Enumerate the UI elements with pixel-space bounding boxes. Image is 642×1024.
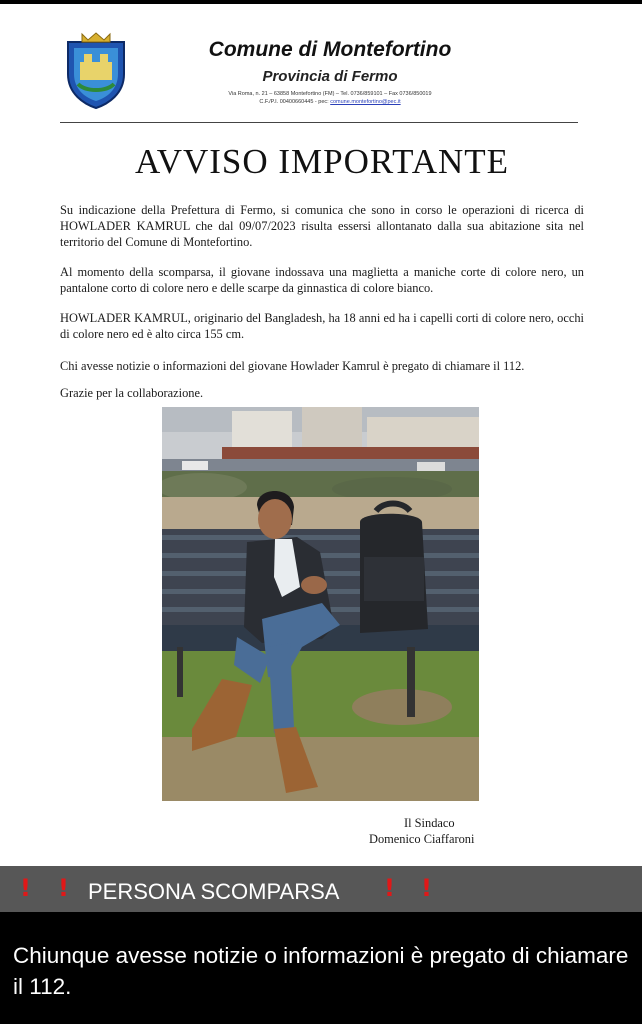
pec-link[interactable]: comune.montefortino@pec.it [330, 99, 401, 105]
fiscal-line [150, 99, 510, 105]
missing-person-photo [162, 407, 479, 801]
notice-title: AVVISO IMPORTANTE [134, 142, 510, 181]
exclamation-icon: ! [421, 874, 432, 902]
notice-document [0, 4, 642, 866]
banner-label: PERSONA SCOMPARSA [88, 879, 340, 904]
comune-name: Comune di Montefortino [208, 38, 452, 61]
notice-paragraph-clothing: Al momento della scomparsa, il giovane indossava una maglietta a maniche corte di colore nero, un pantalone corto di colore nero e delle scarpe da ginnastica di colore bianco. [60, 265, 584, 295]
signature-name: Domenico Ciaffaroni [369, 832, 475, 846]
notice-paragraph-search: Su indicazione della Prefettura di Fermo, si comunica che sono in corso le operazioni di ricerca di HOWLADER KAMRUL che dal 09/07/2023 risulta essersi allontanato dalla sua abitazione sita nel territorio del Comune di Montefortino. [60, 203, 584, 249]
signature-role: Il Sindaco [404, 816, 455, 830]
exclamation-icon: ! [384, 874, 395, 902]
notice-paragraph-thanks: Grazie per la collaborazione. [60, 386, 204, 400]
address-line: Via Roma, n. 21 – 63858 Montefortino (FM) – Tel. 0736/859101 – Fax 0736/850019 [228, 91, 432, 97]
fiscal-code: C.F./P.I. 00400660445 - pec: [259, 99, 329, 105]
missing-person-banner [0, 866, 642, 912]
post-caption: Chiunque avesse notizie o informazioni è pregato di chiamare il 112. [13, 943, 629, 999]
notice-paragraph-description: HOWLADER KAMRUL, originario del Bangladesh, ha 18 anni ed ha i capelli corti di colore nero, occhi di colore nero ed è alto circa 155 cm. [60, 311, 584, 341]
notice-paragraph-contact: Chi avesse notizie o informazioni del giovane Howlader Kamrul è pregato di chiamare il 112. [60, 359, 525, 373]
exclamation-icon: ! [20, 874, 31, 902]
exclamation-icon: ! [58, 874, 69, 902]
provincia-name: Provincia di Fermo [262, 68, 398, 85]
header-divider [60, 122, 578, 123]
municipal-crest-icon [64, 32, 128, 110]
